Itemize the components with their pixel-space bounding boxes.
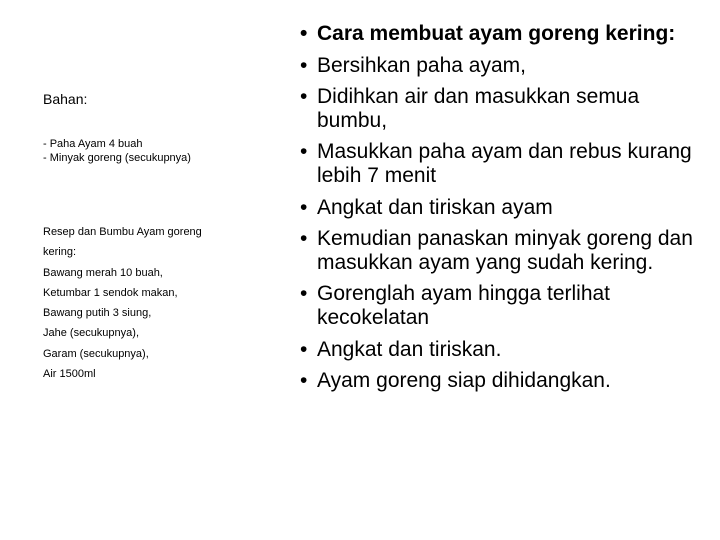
bahan-item: - Minyak goreng (secukupnya)	[43, 152, 191, 164]
step-item	[300, 54, 710, 78]
steps-heading	[300, 22, 710, 46]
resep-list	[43, 222, 243, 384]
step-text: Kemudian panaskan minyak goreng dan masukkan ayam yang sudah kering.	[317, 227, 693, 274]
resep-line: Jahe (secukupnya),	[43, 327, 139, 340]
resep-line: Ketumbar 1 sendok makan,	[43, 286, 178, 299]
step-text: Gorenglah ayam hingga terlihat kecokelatan	[317, 282, 611, 329]
bullet-icon: •	[300, 227, 308, 251]
step-item	[300, 227, 710, 274]
bahan-item: - Paha Ayam 4 buah	[43, 138, 143, 150]
resep-line: kering:	[43, 246, 77, 259]
steps-list	[300, 22, 710, 401]
bullet-icon: •	[300, 53, 308, 77]
bullet-icon: •	[300, 369, 308, 393]
step-item	[300, 85, 710, 132]
step-item	[300, 369, 710, 393]
step-text: Bersihkan paha ayam,	[317, 53, 526, 77]
bahan-list	[43, 137, 191, 165]
resep-line: Garam (secukupnya),	[43, 347, 149, 360]
bahan-heading: Bahan:	[43, 91, 88, 107]
step-item	[300, 282, 710, 329]
step-text: Ayam goreng siap dihidangkan.	[317, 369, 611, 393]
step-item	[300, 338, 710, 362]
step-text: Cara membuat ayam goreng kering:	[317, 22, 676, 45]
bullet-icon: •	[300, 22, 308, 45]
bullet-icon: •	[300, 337, 308, 361]
step-item	[300, 140, 710, 187]
step-text: Didihkan air dan masukkan semua bumbu,	[317, 85, 640, 132]
bullet-icon: •	[300, 140, 308, 164]
step-text: Masukkan paha ayam dan rebus kurang lebih 7 menit	[317, 140, 692, 187]
step-item	[300, 196, 710, 220]
resep-line: Bawang putih 3 siung,	[43, 307, 152, 320]
step-text: Angkat dan tiriskan ayam	[317, 195, 553, 219]
resep-line: Bawang merah 10 buah,	[43, 266, 163, 279]
bullet-icon: •	[300, 195, 308, 219]
resep-line: Air 1500ml	[43, 368, 96, 381]
bullet-icon: •	[300, 85, 308, 109]
resep-line: Resep dan Bumbu Ayam goreng	[43, 226, 202, 238]
step-text: Angkat dan tiriskan.	[317, 337, 502, 361]
bullet-icon: •	[300, 282, 308, 306]
